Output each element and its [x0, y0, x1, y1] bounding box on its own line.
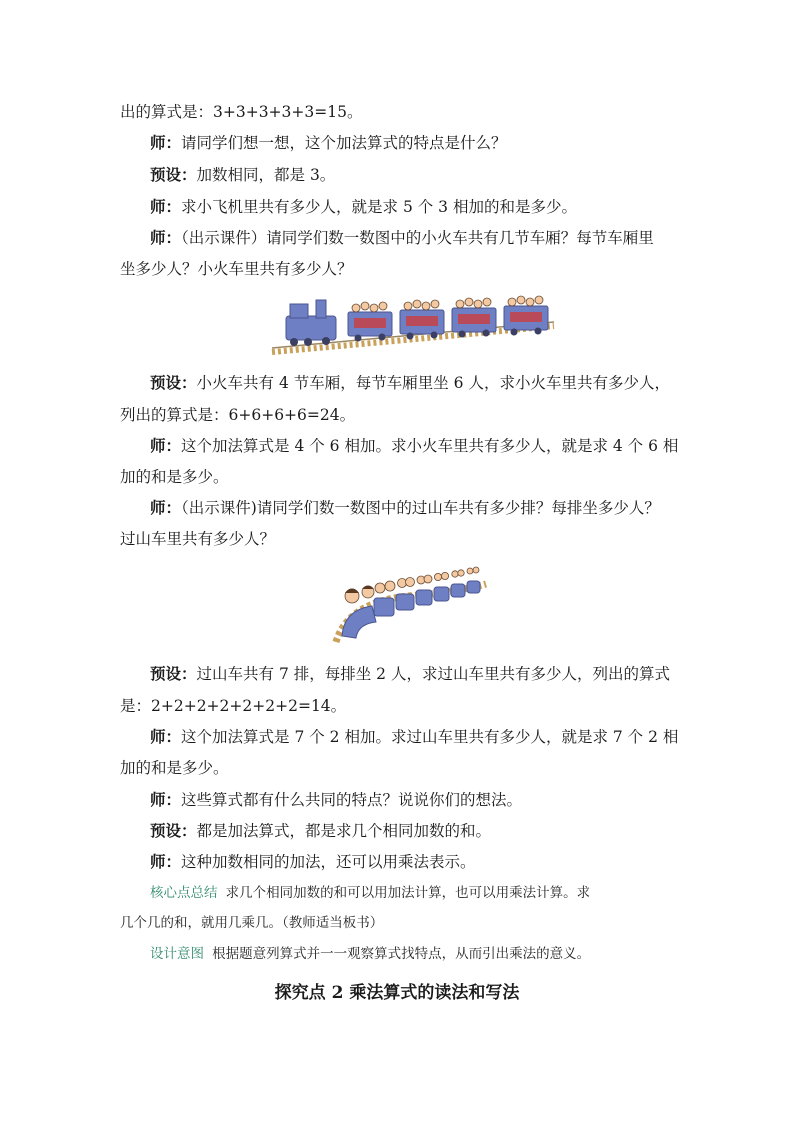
design-intent-label: 设计意图 [150, 946, 204, 962]
speaker-label: 师： [150, 133, 182, 152]
text-line [150, 197, 710, 217]
text-line [150, 165, 710, 185]
line-text: （出示课件）请同学们数一数图中的小火车共有几节车厢？每节车厢里 [181, 229, 654, 247]
text-line [150, 821, 710, 841]
line-text: 加数相同，都是 3。 [196, 166, 336, 184]
speaker-label: 师： [150, 498, 182, 517]
text-line: 过山车里共有多少人？ [120, 530, 276, 548]
speaker-label: 师： [150, 727, 182, 746]
speaker-label: 预设： [150, 165, 197, 184]
line-text: （出示课件)请同学们数一数图中的过山车共有多少排？每排坐多少人？ [181, 499, 660, 517]
speaker-label: 预设： [150, 373, 197, 392]
text-line: 加的和是多少。 [120, 759, 229, 777]
line-text: 这个加法算式是 7 个 2 相加。求过山车里共有多少人，就是求 7 个 2 相 [181, 728, 679, 746]
text-line [150, 228, 710, 248]
speaker-label: 师： [150, 228, 182, 247]
core-summary-note-cont: 几个几的和，就用几乘几。（教师适当板书） [120, 915, 384, 931]
line-text: 这种加数相同的加法，还可以用乘法表示。 [181, 853, 476, 871]
roller-coaster-illustration [318, 562, 490, 646]
text-line [150, 727, 710, 747]
design-intent-text: 根据题意列算式并一一观察算式找特点，从而引出乘法的意义。 [204, 946, 591, 962]
core-summary-label: 核心点总结 [150, 885, 218, 901]
line-text: 都是加法算式，都是求几个相同加数的和。 [196, 822, 492, 840]
train-illustration [268, 290, 558, 360]
line-text: 小火车共有 4 节车厢，每节车厢里坐 6 人，求小火车里共有多少人， [196, 374, 670, 392]
text-line: 加的和是多少。 [120, 468, 229, 486]
text-line [150, 436, 710, 456]
speaker-label: 师： [150, 790, 182, 809]
speaker-label: 预设： [150, 821, 197, 840]
section-heading: 探究点 2 乘法算式的读法和写法 [274, 983, 520, 1003]
line-text: 这些算式都有什么共同的特点？说说你们的想法。 [181, 791, 523, 809]
text-line: 列出的算式是：6+6+6+6=24。 [120, 406, 356, 424]
core-summary-text: 求几个相同加数的和可以用加法计算，也可以用乘法计算。求 [217, 885, 591, 901]
text-line [150, 373, 710, 393]
core-summary-note [150, 883, 710, 903]
text-line [150, 498, 710, 518]
text-line [150, 664, 710, 684]
line-text: 过山车共有 7 排，每排坐 2 人，求过山车里共有多少人，列出的算式 [196, 665, 670, 683]
line-text: 这个加法算式是 4 个 6 相加。求小火车里共有多少人，就是求 4 个 6 相 [181, 437, 679, 455]
line-text: 求小飞机里共有多少人，就是求 5 个 3 相加的和是多少。 [181, 198, 577, 216]
text-line: 出的算式是：3+3+3+3+3=15。 [120, 103, 363, 121]
text-line [150, 852, 710, 872]
line-text: 请同学们想一想，这个加法算式的特点是什么？ [181, 134, 507, 152]
speaker-label: 师： [150, 436, 182, 455]
text-line [150, 790, 710, 810]
speaker-label: 师： [150, 197, 182, 216]
text-line: 是：2+2+2+2+2+2+2=14。 [120, 697, 347, 715]
text-line: 坐多少人？小火车里共有多少人？ [120, 260, 353, 278]
design-intent-note [150, 944, 710, 964]
text-line [150, 133, 710, 153]
speaker-label: 预设： [150, 664, 197, 683]
speaker-label: 师： [150, 852, 182, 871]
